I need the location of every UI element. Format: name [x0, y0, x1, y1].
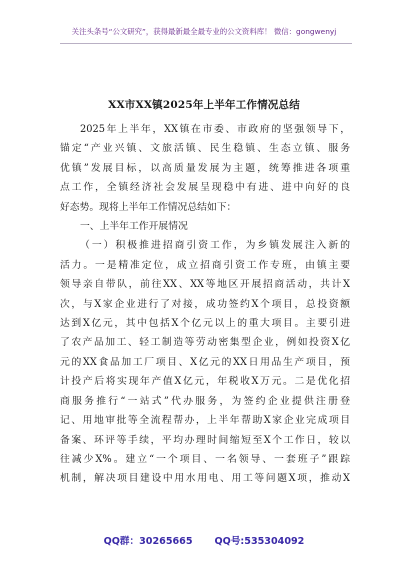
body-line: 锚定“产业兴镇、文旅活镇、民生稳镇、生态立镇、服务	[60, 143, 350, 155]
body-line: 优镇”发展目标，以高质量发展为主题，统筹推进各项重	[60, 162, 350, 174]
header-divider	[60, 43, 352, 44]
document-body	[60, 120, 350, 489]
body-line: 达到X亿元，其中包括X个亿元以上的重大项目。主要引进	[60, 318, 350, 330]
footer-qq: QQ号:535304092	[214, 536, 305, 547]
body-line: 往减少X%。建立“一个项目、一名领导、一套班子”跟踪	[60, 453, 350, 465]
document-title: XX市XX镇2025年上半年工作情况总结	[108, 99, 300, 111]
body-line: 领导亲自带队，前往XX、XX等地区开展招商活动，共计X	[60, 279, 350, 291]
body-line: 点工作，全镇经济社会发展呈现稳中有进、进中向好的良	[60, 182, 350, 194]
body-line: 机制，解决项目建设中用水用电、用工等问题X项，推动X	[60, 473, 350, 485]
body-line: （一）积极推进招商引资工作，为乡镇发展注入新的	[80, 240, 350, 252]
body-line: 记、用地审批等全流程帮办，上半年帮助X家企业完成项目	[60, 415, 350, 427]
footer-qq-group: QQ群：30265665	[103, 536, 193, 547]
body-line: 备案、环评等手续，平均办理时间缩短至X个工作日，较以	[60, 434, 350, 446]
footer-contact	[0, 533, 408, 547]
body-line: 计投产后将实现年产值X亿元，年税收X万元。二是优化招	[60, 376, 350, 388]
body-line: 2025年上半年，XX镇在市委、市政府的坚强领导下，	[80, 124, 350, 135]
body-line: 元的XX食品加工厂项目、X亿元的XX日用品生产项目，预	[60, 356, 350, 368]
body-line: 次，与X家企业进行了对接，成功签约X个项目，总投资额	[60, 298, 350, 310]
section-heading: 一、上半年工作开展情况	[80, 221, 188, 233]
body-line: 商服务推行“一站式”代办服务，为签约企业提供注册登	[60, 395, 350, 407]
body-line: 活力。一是精准定位，成立招商引资工作专班，由镇主要	[60, 259, 350, 271]
body-line: 好态势。现将上半年工作情况总结如下：	[60, 201, 237, 213]
body-line: 了农产品加工、轻工制造等劳动密集型企业，例如投资X亿	[60, 337, 350, 349]
header-promo-text: 关注头条号“公文研究”，获得最新最全最专业的公文资料库！ 微信：gongwenyj	[71, 27, 337, 36]
